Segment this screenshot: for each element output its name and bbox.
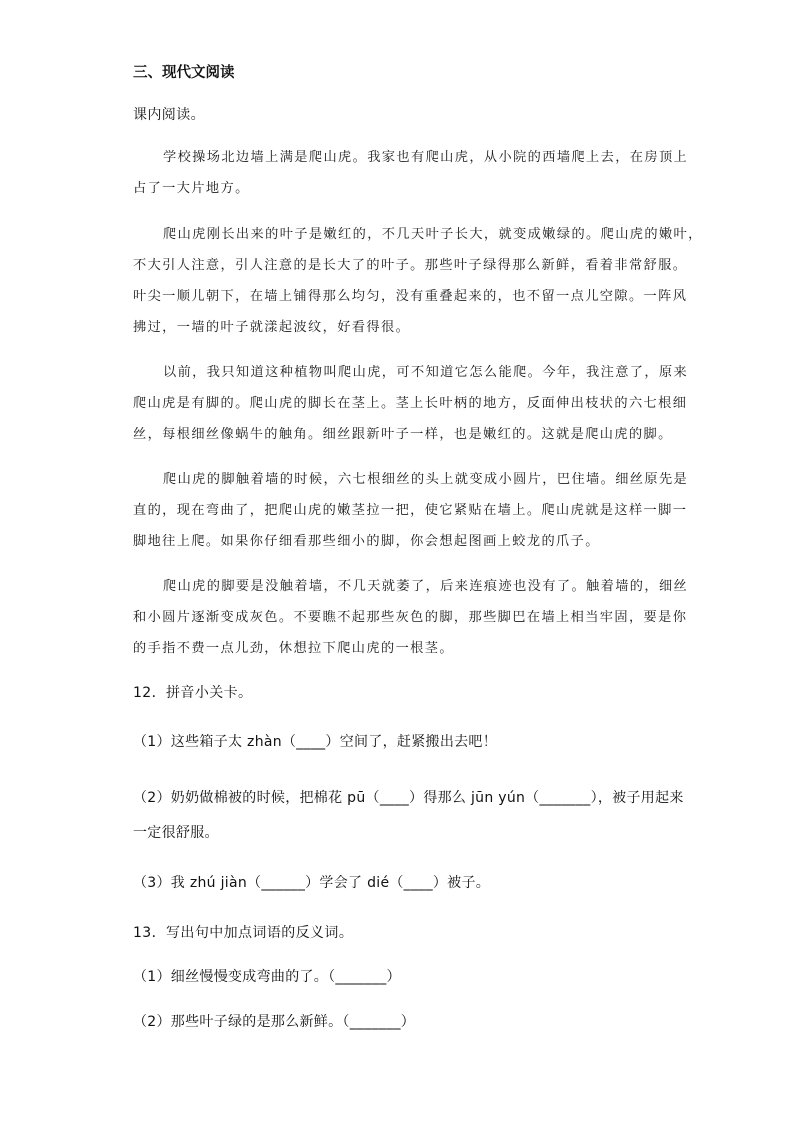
question-13-title: 13．写出句中加点词语的反义词。 bbox=[133, 925, 354, 941]
question-12-item-3: （3）我 zhú jiàn（______）学会了 dié（____）被子。 bbox=[133, 875, 491, 891]
section-title: 三、现代文阅读 bbox=[133, 65, 235, 81]
passage-p4-line-2: 直的，现在弯曲了，把爬山虎的嫩茎拉一把，使它紧贴在墙上。爬山虎就是这样一脚一 bbox=[133, 503, 688, 518]
passage-p2-line-4: 拂过，一墙的叶子就漾起波纹，好看得很。 bbox=[133, 320, 411, 335]
question-13-item-2: （2）那些叶子绿的是那么新鲜。（_______） bbox=[133, 1014, 416, 1030]
question-12-title: 12．拼音小关卡。 bbox=[133, 685, 253, 701]
question-12-item-2: （2）奶奶做棉被的时候，把棉花 pū（____）得那么 jūn yún（_______），被子用起来 bbox=[133, 790, 684, 806]
passage-p2-line-2: 不大引人注意，引人注意的是长大了的叶子。那些叶子绿得那么新鲜，看着非常舒服。 bbox=[133, 258, 688, 273]
passage-p2-line-3: 叶尖一顺儿朝下，在墙上铺得那么均匀，没有重叠起来的，也不留一点儿空隙。一阵风 bbox=[133, 289, 688, 304]
passage-p2-line-1: 爬山虎刚长出来的叶子是嫩红的，不几天叶子长大，就变成嫩绿的。爬山虎的嫩叶， bbox=[163, 227, 703, 242]
question-12-item-2-cont: 一定很舒服。 bbox=[133, 825, 219, 841]
passage-p4-line-1: 爬山虎的脚触着墙的时候，六七根细丝的头上就变成小圆片，巴住墙。细丝原先是 bbox=[163, 472, 689, 487]
passage-p5-line-1: 爬山虎的脚要是没触着墙，不几天就萎了，后来连痕迹也没有了。触着墙的，细丝 bbox=[163, 579, 689, 594]
question-12-item-1: （1）这些箱子太 zhàn（____）空间了，赶紧搬出去吧！ bbox=[133, 734, 498, 750]
passage-p3-line-3: 丝，每根细丝像蜗牛的触角。细丝跟新叶子一样，也是嫩红的。这就是爬山虎的脚。 bbox=[133, 427, 673, 442]
passage-p4-line-3: 脚地往上爬。如果你仔细看那些细小的脚，你会想起图画上蛟龙的爪子。 bbox=[133, 534, 600, 549]
passage-p5-line-3: 的手指不费一点儿劲，休想拉下爬山虎的一根茎。 bbox=[133, 641, 454, 656]
passage-p3-line-2: 爬山虎是有脚的。爬山虎的脚长在茎上。茎上长叶柄的地方，反面伸出枝状的六七根细 bbox=[133, 396, 688, 411]
passage-p1-line-1: 学校操场北边墙上满是爬山虎。我家也有爬山虎，从小院的西墙爬上去，在房顶上 bbox=[163, 150, 689, 165]
question-13-item-1: （1）细丝慢慢变成弯曲的了。（_______） bbox=[133, 969, 401, 985]
passage-p5-line-2: 和小圆片逐渐变成灰色。不要瞧不起那些灰色的脚，那些脚巴在墙上相当牢固，要是你 bbox=[133, 610, 688, 625]
passage-p3-line-1: 以前，我只知道这种植物叫爬山虎，可不知道它怎么能爬。今年，我注意了，原来 bbox=[163, 365, 689, 380]
passage-p1-line-2: 占了一大片地方。 bbox=[133, 181, 250, 196]
reading-label: 课内阅读。 bbox=[133, 107, 205, 123]
